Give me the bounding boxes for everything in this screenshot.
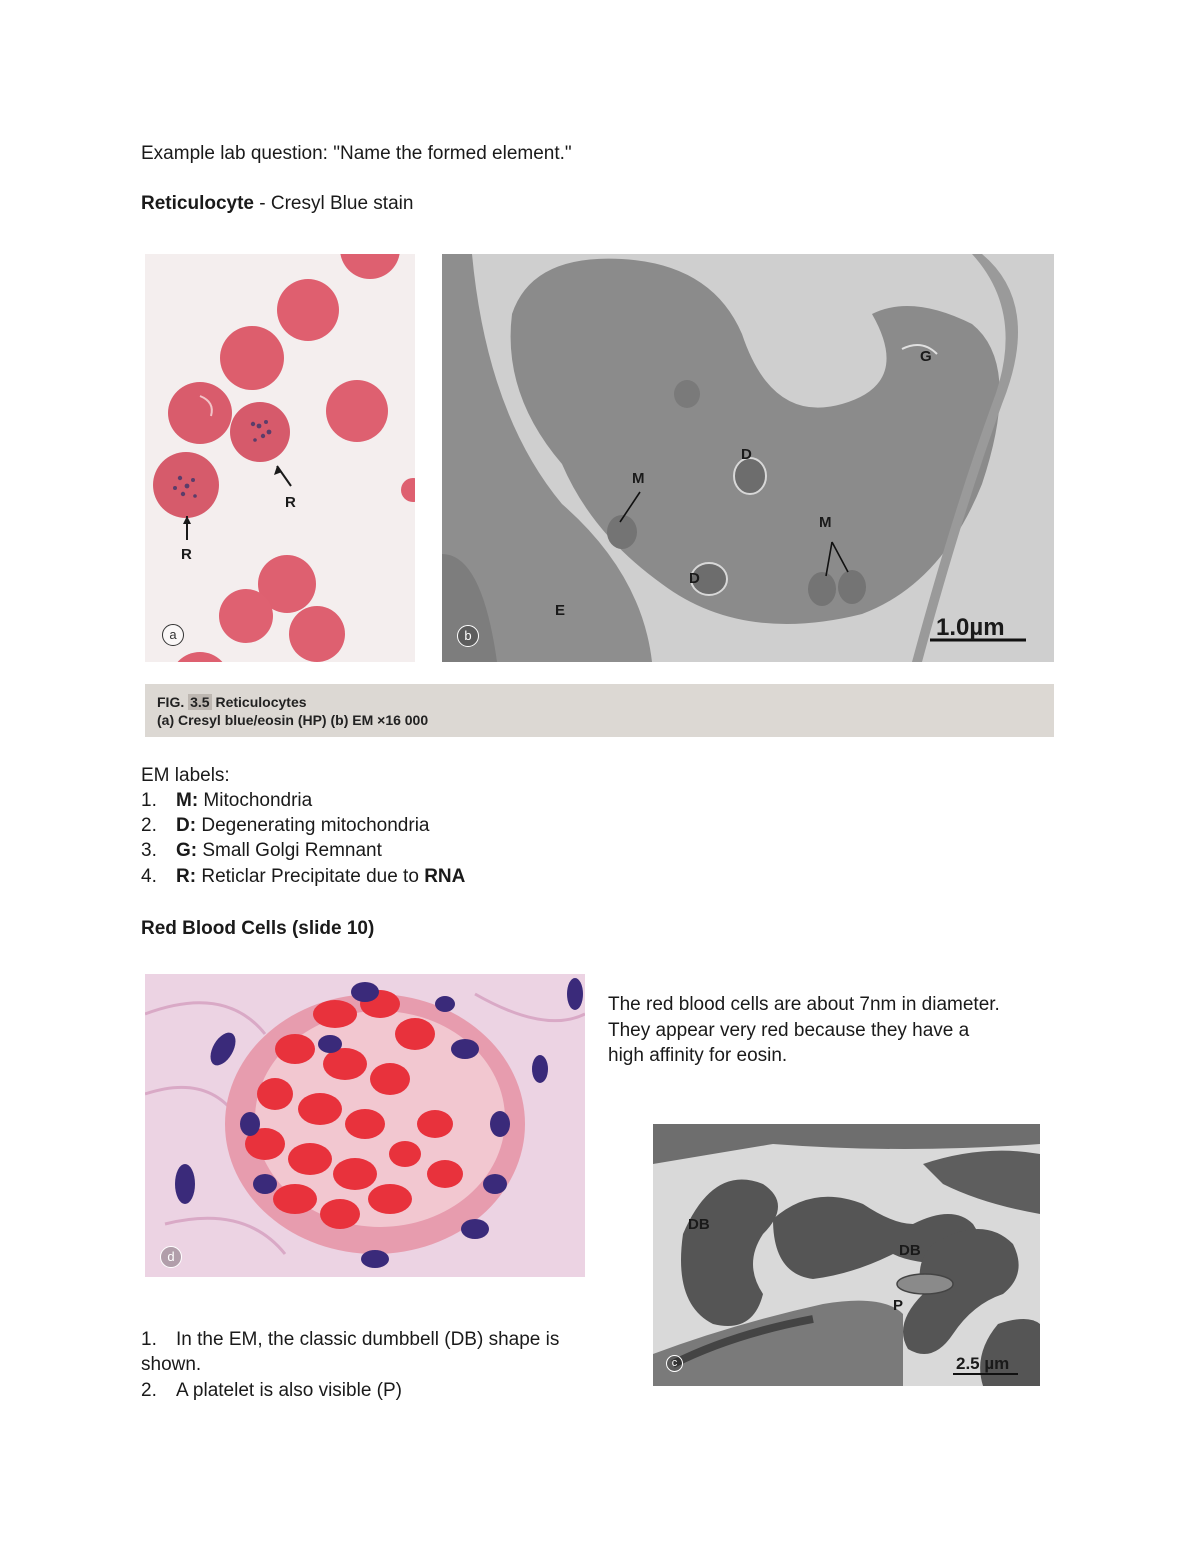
fig-b-label-d-1: D: [741, 446, 752, 463]
fig-b-scale-bar-label: 1.0µm: [936, 614, 1005, 641]
rbc-description-line-3: high affinity for eosin.: [608, 1045, 788, 1066]
fig-b-label-e: E: [555, 602, 566, 619]
fig-a-panel-letter: a: [162, 624, 184, 646]
fig-b-panel-letter: b: [457, 625, 479, 647]
caption-fig-prefix: FIG.: [157, 694, 185, 710]
rbc-description-line-2: They appear very red because they have a: [608, 1020, 970, 1041]
fig-b-label-m-1: M: [632, 470, 645, 487]
figure-c-electron-micrograph: [653, 1124, 1040, 1386]
em-label-item-2: 2. D: Degenerating mitochondria: [141, 815, 430, 836]
fig-c-label-db-1: DB: [688, 1216, 710, 1233]
dumbbell-em-image: [653, 1124, 1040, 1386]
fig-c-label-db-2: DB: [899, 1242, 921, 1259]
figure-a-light-micrograph: [145, 254, 415, 662]
figure-b-electron-micrograph: [442, 254, 1054, 662]
fig-b-label-g: G: [920, 348, 932, 365]
reticulocyte-heading-bold: Reticulocyte: [141, 193, 254, 214]
rbc-note-1: 1. In the EM, the classic dumbbell (DB) shape is: [141, 1329, 560, 1350]
rbc-heading: Red Blood Cells (slide 10): [141, 918, 375, 939]
caption-line-1: [157, 694, 307, 710]
rbc-light-micrograph-image: [145, 254, 415, 662]
figure-caption: [145, 684, 1054, 737]
rbc-description-line-1: The red blood cells are about 7nm in diameter.: [608, 994, 1000, 1015]
caption-line-2: (a) Cresyl blue/eosin (HP) (b) EM ×16 000: [157, 712, 429, 728]
em-label-item-1: 1. M: Mitochondria: [141, 790, 313, 811]
caption-fig-number: 3.5: [190, 694, 210, 710]
rbc-histology-image: [145, 974, 585, 1277]
reticulocyte-heading: [141, 191, 413, 217]
caption-fig-title: Reticulocytes: [215, 694, 307, 710]
fig-c-scale-bar-label: 2.5 µm: [956, 1354, 1010, 1373]
intro-text: Example lab question: "Name the formed element.": [141, 143, 572, 164]
fig-a-label-r-2: R: [181, 546, 192, 563]
fig-b-label-m-2: M: [819, 514, 832, 531]
rbc-note-1-continued: shown.: [141, 1354, 202, 1375]
reticulocyte-heading-rest: - Cresyl Blue stain: [253, 193, 414, 214]
fig-b-label-d-2: D: [689, 570, 700, 587]
fig-c-label-p: P: [893, 1297, 904, 1314]
fig-c-panel-letter: c: [666, 1355, 683, 1372]
rbc-note-2: 2. A platelet is also visible (P): [141, 1380, 402, 1401]
fig-a-label-r-1: R: [285, 494, 296, 511]
em-labels-heading: EM labels:: [141, 765, 230, 786]
figure-d-histology: [145, 974, 585, 1277]
em-label-item-4: 4. R: Reticlar Precipitate due to RNA: [141, 866, 466, 887]
em-label-item-3: 3. G: Small Golgi Remnant: [141, 840, 382, 861]
fig-d-panel-letter: d: [160, 1246, 182, 1268]
